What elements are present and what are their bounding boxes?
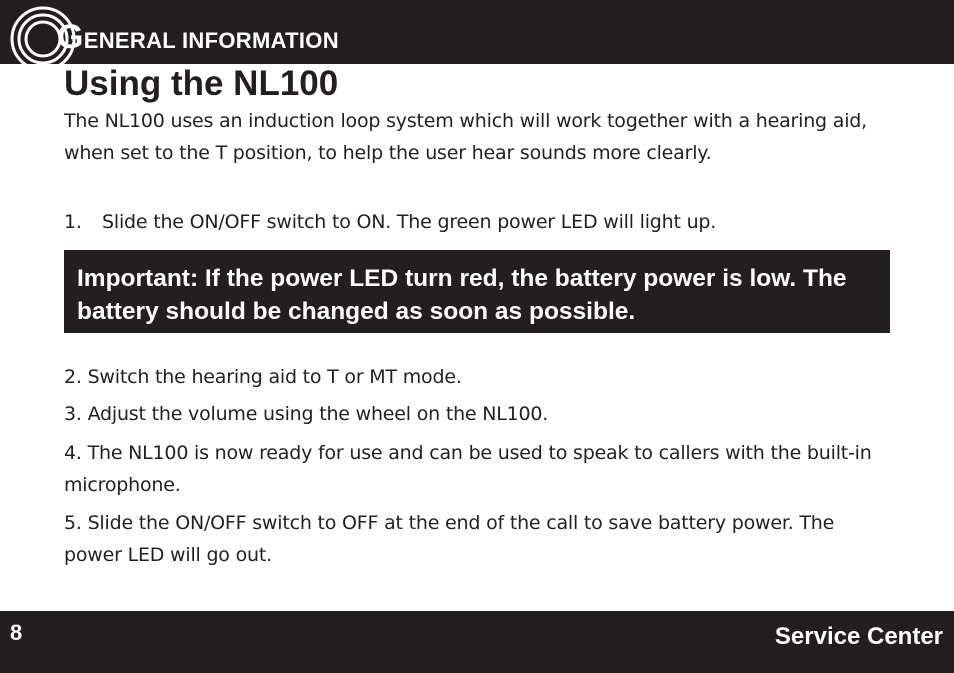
section-title-rest: ENERAL INFORMATION xyxy=(83,28,339,53)
important-notice: Important: If the power LED turn red, the battery power is low. The battery should be changed as soon as possible. xyxy=(64,250,890,333)
page-title: Using the NL100 xyxy=(64,64,339,103)
footer-section-label: Service Center xyxy=(774,623,943,650)
step-4: 4. The NL100 is now ready for use and can be used to speak to callers with the built-in microphone. xyxy=(64,442,872,496)
section-title-initial: G xyxy=(57,18,84,56)
step-2: 2. Switch the hearing aid to T or MT mode. xyxy=(64,366,462,388)
step-5: 5. Slide the ON/OFF switch to OFF at the end of the call to save battery power. The power LED will go out. xyxy=(64,512,835,566)
step-3: 3. Adjust the volume using the wheel on the NL100. xyxy=(64,403,549,425)
page-number: 8 xyxy=(10,620,23,645)
intro-paragraph: The NL100 uses an induction loop system which will work together with a hearing aid, when set to the T position, to help the user hear sounds more clearly. xyxy=(64,110,867,164)
step-1-text: Slide the ON/OFF switch to ON. The green power LED will light up. xyxy=(102,211,717,233)
step-1 xyxy=(64,206,884,238)
step-1-number: 1. xyxy=(64,211,82,233)
section-title xyxy=(57,20,339,58)
